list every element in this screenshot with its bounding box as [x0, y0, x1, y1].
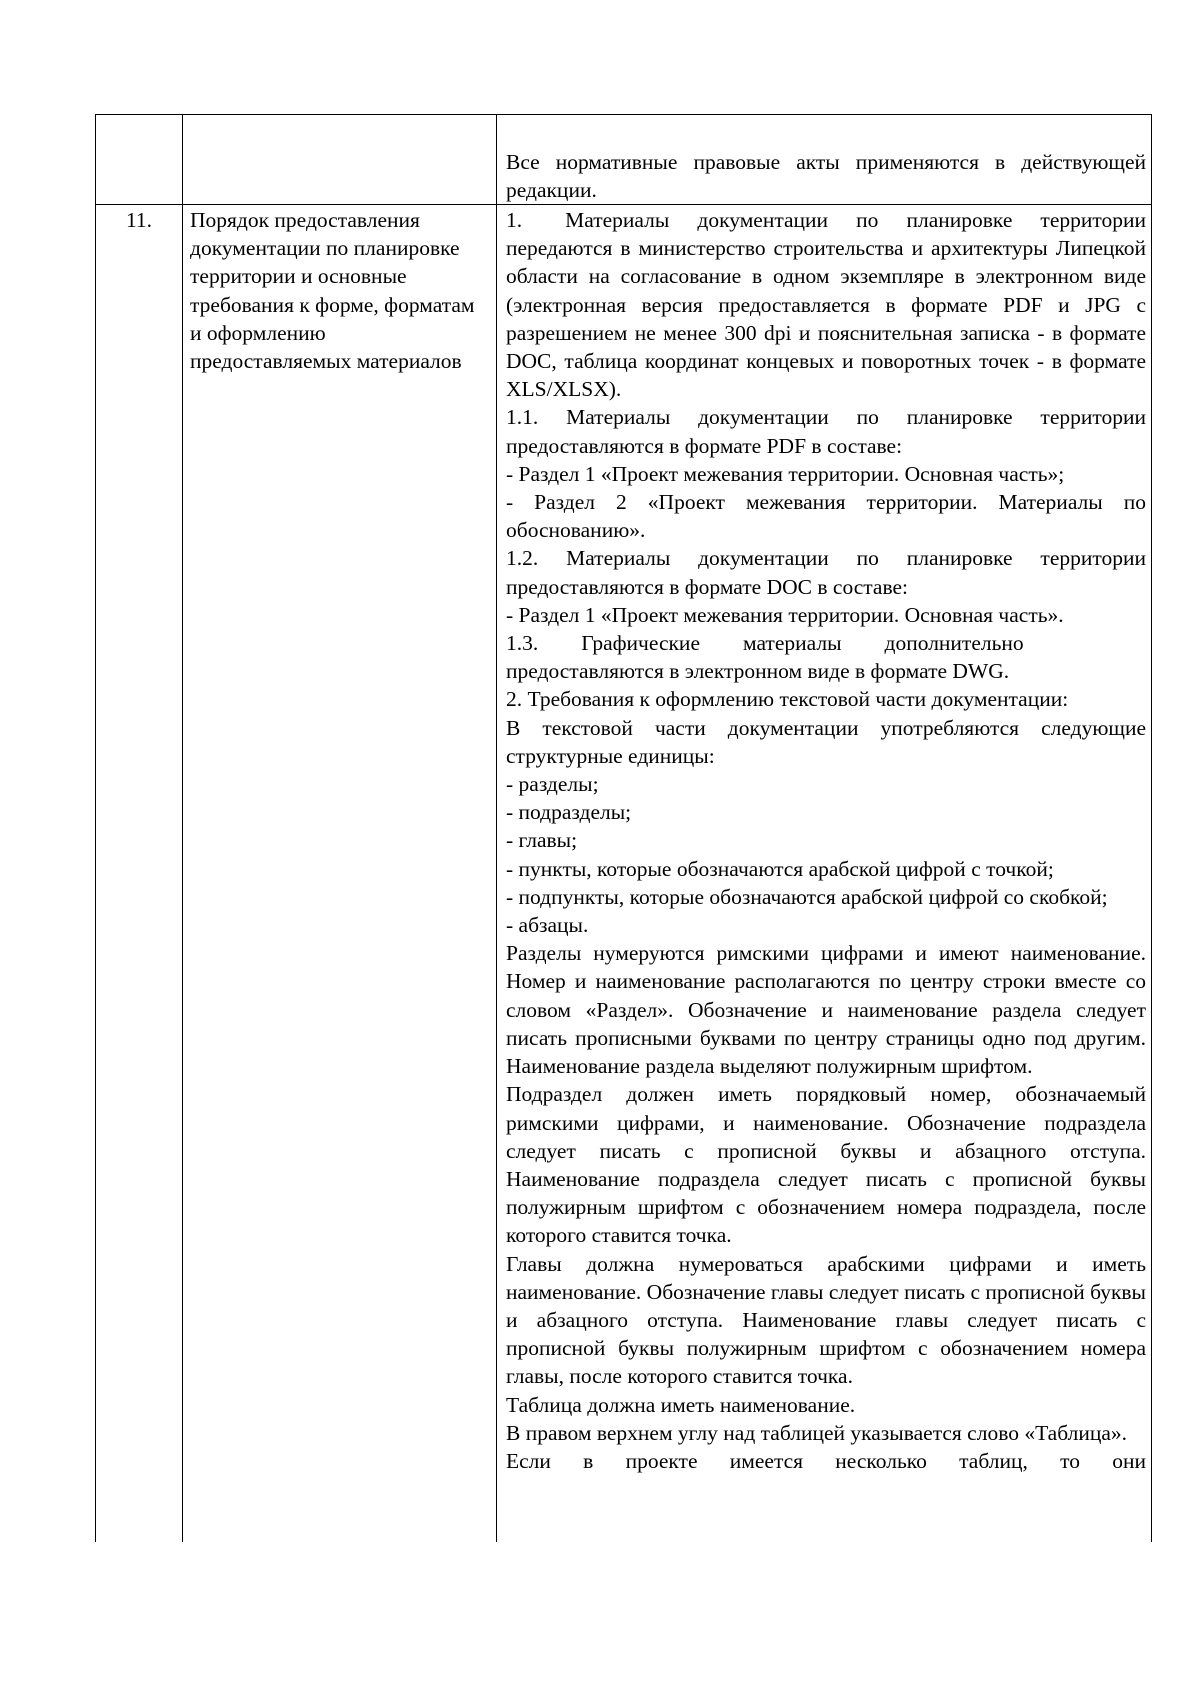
paragraph: - Раздел 1 «Проект межевания территории. Основная часть»;: [506, 461, 1065, 486]
row-number: 11.: [125, 208, 153, 232]
paragraph: Если в проекте имеется несколько таблиц, то они: [506, 1448, 1146, 1473]
paragraph: Главы должна нумероваться арабскими цифрами и иметь наименование. Обозначение главы следует писать с прописной буквы и абзацного отступа. Наименование главы следует писать с прописной буквы полужирным шрифтом с обозначением номера главы, после которого ставится точка.: [506, 1251, 1146, 1389]
row-title: Порядок предоставления документации по планировке территории и основные требования к форме, форматам и оформлению предоставляемых материалов: [190, 208, 475, 374]
previous-row-text: Все нормативные правовые акты применяются в действующей редакции.: [506, 150, 1146, 203]
list-item: - подразделы;: [506, 800, 632, 825]
paragraph: Подраздел должен иметь порядковый номер, обозначаемый римскими цифрами, и наименование. Обозначение подраздела следует писать с прописной буквы и абзацного отступа. Наименование подраздела следует писать с прописной буквы полужирным шрифтом с обозначением номера подраздела, после которого ставится точка.: [506, 1082, 1146, 1248]
paragraph: В правом верхнем углу над таблицей указывается слово «Таблица».: [506, 1420, 1128, 1445]
paragraph: 1.2. Материалы документации по планировке территории предоставляются в формате DOC в составе:: [506, 546, 1146, 599]
paragraph: 1.3. Графические материалы дополнительно предоставляются в электронном виде в формате DWG.: [506, 631, 1024, 684]
list-item: - абзацы.: [506, 913, 589, 938]
column-divider-2: [496, 115, 497, 1542]
paragraph: 1.1. Материалы документации по планировке территории предоставляются в формате PDF в составе:: [506, 405, 1146, 458]
paragraph: - Раздел 1 «Проект межевания территории. Основная часть».: [506, 602, 1064, 627]
paragraph: - Раздел 2 «Проект межевания территории. Материалы по обоснованию».: [506, 490, 1146, 543]
list-item: - разделы;: [506, 772, 599, 797]
list-item: - пункты, которые обозначаются арабской цифрой с точкой;: [506, 856, 1054, 881]
list-item: - главы;: [506, 828, 578, 853]
paragraph: Таблица должна иметь наименование.: [506, 1392, 856, 1417]
list-item: - подпункты, которые обозначаются арабской цифрой со скобкой;: [506, 884, 1108, 909]
paragraph: В текстовой части документации употребляются следующие структурные единицы:: [506, 715, 1146, 768]
row-content: [506, 206, 1146, 1543]
paragraph: Разделы нумеруются римскими цифрами и имеют наименование. Номер и наименование располагаются по центру строки вместе со словом «Раздел». Обозначение и наименование раздела следует писать прописными буквами по центру страницы одно под другим. Наименование раздела выделяют полужирным шрифтом.: [506, 941, 1146, 1079]
requirements-table: [95, 114, 1152, 1542]
paragraph: 1. Материалы документации по планировке территории передаются в министерство строительства и архитектуры Липецкой области на согласование в одном экземпляре в электронном виде (электронная версия предоставляется в формате PDF и JPG с разрешением не менее 300 dpi и пояснительная записка - в формате DOC, таблица координат концевых и поворотных точек - в формате XLS/XLSX).: [506, 208, 1146, 402]
column-divider-1: [182, 115, 183, 1542]
paragraph: 2. Требования к оформлению текстовой части документации:: [506, 687, 1069, 712]
previous-row-content: [506, 148, 1146, 204]
